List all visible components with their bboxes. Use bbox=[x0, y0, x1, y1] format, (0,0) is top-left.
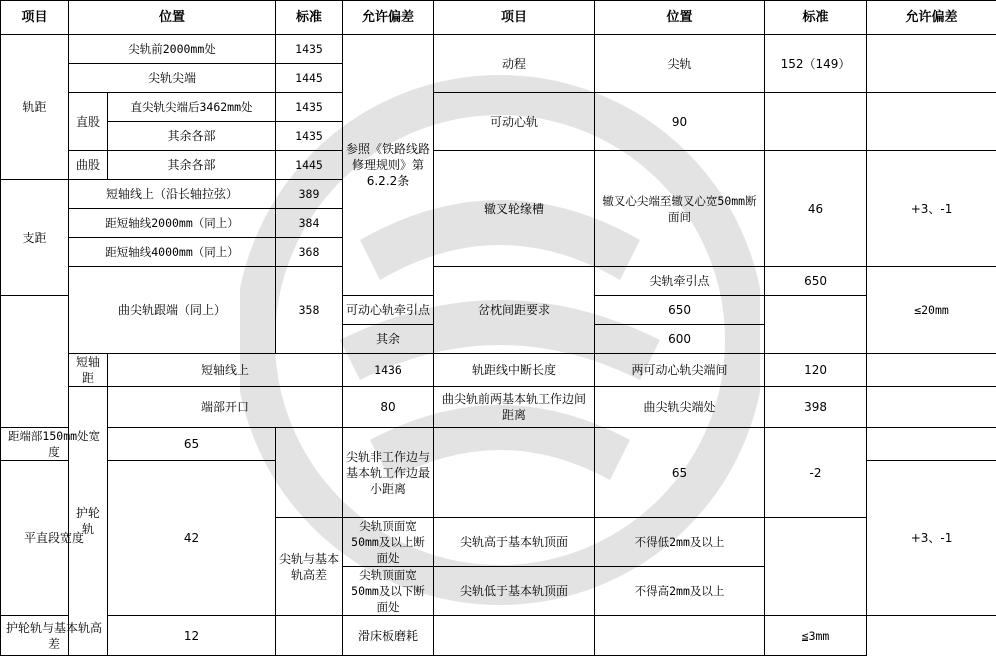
guard-pos-4: 护轮轨与基本轨高差 bbox=[1, 616, 108, 656]
guard-val-3: 42 bbox=[108, 461, 276, 616]
support-val-4: 358 bbox=[276, 267, 343, 354]
table-row bbox=[1, 354, 996, 387]
support-pos-2: 距短轴线2000mm（同上） bbox=[69, 209, 276, 238]
support-pos-3: 距短轴线4000mm（同上） bbox=[69, 238, 276, 267]
header-position-2: 位置 bbox=[595, 1, 765, 35]
curve-gap-tol bbox=[867, 387, 996, 428]
sleeper-val-1: 650 bbox=[765, 267, 867, 296]
height-val-2: 尖轨低于基本轨顶面 bbox=[434, 567, 595, 616]
min-gap-label: 尖轨非工作边与基本轨工作边最小距离 bbox=[343, 428, 434, 518]
guard-label: 护轮轨 bbox=[69, 387, 108, 656]
height-pos-2: 尖轨顶面宽50mm及以下断面处 bbox=[343, 567, 434, 616]
support-val-2: 384 bbox=[276, 209, 343, 238]
table-row bbox=[1, 387, 996, 428]
sleeper-pos-2: 可动心轨牵引点 bbox=[343, 296, 434, 325]
support-val-1: 389 bbox=[276, 180, 343, 209]
height-val-1: 尖轨高于基本轨顶面 bbox=[434, 518, 595, 567]
gauge-val-1: 1435 bbox=[276, 35, 343, 64]
height-label: 尖轨与基本轨高差 bbox=[276, 518, 343, 616]
slide-label: 滑床板磨耗 bbox=[343, 616, 434, 656]
straight-label: 直股 bbox=[69, 93, 108, 151]
table-row bbox=[1, 428, 996, 461]
gauge-pos-5: 其余各部 bbox=[108, 151, 276, 180]
gauge-val-4: 1435 bbox=[276, 122, 343, 151]
height-tol-2: 不得高2mm及以上 bbox=[595, 567, 765, 616]
height-pos-1: 尖轨顶面宽50mm及以上断面处 bbox=[343, 518, 434, 567]
gauge-pos-1: 尖轨前2000mm处 bbox=[69, 35, 276, 64]
guard-tolerance: +3、-1 bbox=[867, 461, 996, 616]
short-axis-label: 短轴距 bbox=[69, 354, 108, 387]
motion-pos-2: 可动心轨 bbox=[434, 93, 595, 151]
break-val: 120 bbox=[765, 354, 867, 387]
min-gap-pos bbox=[434, 428, 595, 518]
motion-tol-2 bbox=[765, 93, 867, 151]
motion-tol-1 bbox=[867, 35, 996, 93]
guard-pos-1: 端部开口 bbox=[108, 387, 343, 428]
header-tolerance-2: 允许偏差 bbox=[867, 1, 996, 35]
empty-tolerance-cell bbox=[1, 296, 69, 428]
gauge-val-5: 1445 bbox=[276, 151, 343, 180]
gauge-pos-4: 其余各部 bbox=[108, 122, 276, 151]
support-pos-4: 曲尖轨跟端（同上） bbox=[69, 267, 276, 354]
empty-tolerance-cell-2 bbox=[276, 428, 343, 518]
motion-val-1: 152（149） bbox=[765, 35, 867, 93]
support-val-3: 368 bbox=[276, 238, 343, 267]
break-label: 轨距线中断长度 bbox=[434, 354, 595, 387]
gauge-pos-2: 尖轨尖端 bbox=[69, 64, 276, 93]
guard-pos-2: 距端部150mm处宽度 bbox=[1, 428, 108, 461]
reference-tolerance: 参照《铁路线路修理规则》第6.2.2条 bbox=[343, 35, 434, 296]
break-tol bbox=[867, 354, 996, 387]
table-row bbox=[1, 267, 996, 296]
sleeper-val-2: 650 bbox=[595, 296, 765, 325]
curve-gap-pos: 曲尖轨尖端处 bbox=[595, 387, 765, 428]
break-pos: 两可动心轨尖端间 bbox=[595, 354, 765, 387]
gauge-pos-3: 直尖轨尖端后3462mm处 bbox=[108, 93, 276, 122]
header-standard: 标准 bbox=[276, 1, 343, 35]
gauge-val-3: 1435 bbox=[276, 93, 343, 122]
sleeper-label: 岔枕间距要求 bbox=[434, 267, 595, 354]
gauge-label: 轨距 bbox=[1, 35, 69, 180]
header-item: 项目 bbox=[1, 1, 69, 35]
header-row bbox=[1, 1, 996, 35]
sleeper-pos-1: 尖轨牵引点 bbox=[595, 267, 765, 296]
sleeper-val-3: 600 bbox=[595, 325, 765, 354]
curved-label: 曲股 bbox=[69, 151, 108, 180]
slide-tol: ≦3mm bbox=[765, 616, 867, 656]
flange-label: 辙叉轮缘槽 bbox=[434, 151, 595, 267]
header-item-2: 项目 bbox=[434, 1, 595, 35]
header-position: 位置 bbox=[69, 1, 276, 35]
table-row bbox=[1, 93, 996, 122]
flange-val: 46 bbox=[765, 151, 867, 267]
guard-val-1: 80 bbox=[343, 387, 434, 428]
header-standard-2: 标准 bbox=[765, 1, 867, 35]
sleeper-pos-3: 其余 bbox=[343, 325, 434, 354]
flange-tol: +3、-1 bbox=[867, 151, 996, 267]
table-row bbox=[1, 151, 996, 180]
guard-val-4: 12 bbox=[108, 616, 276, 656]
motion-val-2: 90 bbox=[595, 93, 765, 151]
header-tolerance: 允许偏差 bbox=[343, 1, 434, 35]
sleeper-tol: ≤20mm bbox=[867, 267, 996, 354]
motion-label: 动程 bbox=[434, 35, 595, 93]
min-gap-val: 65 bbox=[595, 428, 765, 518]
table-row bbox=[1, 35, 996, 64]
curve-gap-val: 398 bbox=[765, 387, 867, 428]
guard-val-2: 65 bbox=[108, 428, 276, 461]
support-pos-1: 短轴线上（沿长轴拉弦） bbox=[69, 180, 276, 209]
short-axis-pos: 短轴线上 bbox=[108, 354, 343, 387]
motion-pos-1: 尖轨 bbox=[595, 35, 765, 93]
flange-pos: 辙叉心尖端至辙叉心宽50mm断面间 bbox=[595, 151, 765, 267]
support-label: 支距 bbox=[1, 180, 69, 296]
short-axis-val: 1436 bbox=[343, 354, 434, 387]
guard-pos-3: 平直段宽度 bbox=[1, 461, 108, 616]
min-gap-tol: -2 bbox=[765, 428, 867, 518]
gauge-val-2: 1445 bbox=[276, 64, 343, 93]
height-tol-1: 不得低2mm及以上 bbox=[595, 518, 765, 567]
curve-gap-label: 曲尖轨前两基本轨工作边间距离 bbox=[434, 387, 595, 428]
